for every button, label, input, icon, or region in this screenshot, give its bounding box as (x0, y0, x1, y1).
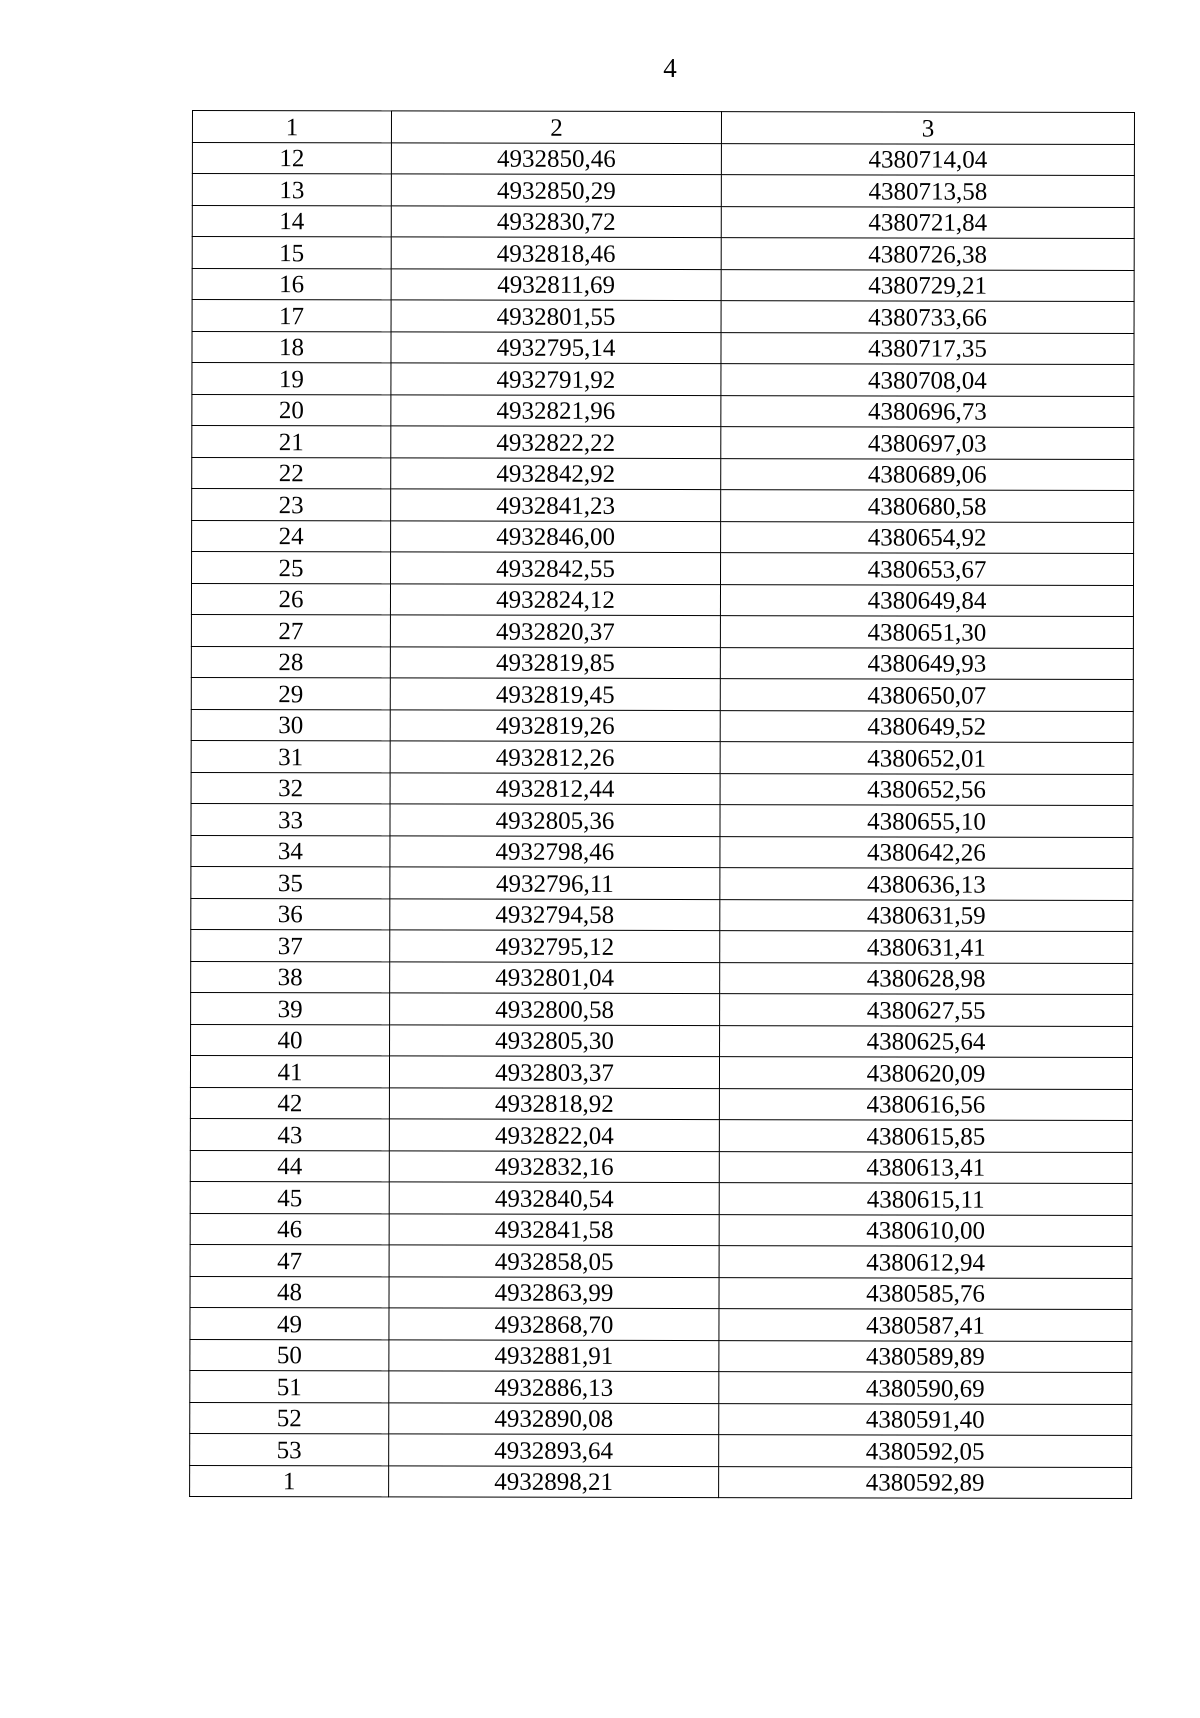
page-number: 4 (663, 53, 677, 83)
coordinate-x-cell: 4932796,11 (390, 867, 720, 899)
table-row (190, 1244, 1132, 1277)
coordinate-x-cell: 4932795,12 (390, 930, 720, 962)
point-number-cell: 41 (190, 1055, 389, 1087)
point-number-cell: 50 (190, 1339, 389, 1371)
coordinate-y-cell: 4380655,10 (720, 805, 1133, 837)
point-number-cell: 44 (190, 1150, 389, 1182)
coordinate-y-cell: 4380729,21 (721, 269, 1134, 301)
coordinate-y-cell: 4380631,41 (720, 931, 1133, 963)
coordinate-x-cell: 4932830,72 (391, 205, 721, 237)
coordinate-y-cell: 4380680,58 (721, 490, 1134, 522)
coordinate-y-cell: 4380708,04 (721, 364, 1134, 396)
header-cell-1: 1 (192, 111, 391, 143)
point-number-cell: 19 (192, 363, 391, 395)
point-number-cell: 52 (190, 1402, 389, 1434)
table-row (191, 835, 1133, 868)
table-row (191, 992, 1133, 1025)
coordinate-y-cell: 4380625,64 (720, 1025, 1133, 1057)
table-row (191, 961, 1133, 994)
point-number-cell: 22 (192, 457, 391, 489)
coordinate-y-cell: 4380592,89 (719, 1466, 1132, 1498)
table-row (190, 1370, 1132, 1403)
coordinate-y-cell: 4380733,66 (721, 301, 1134, 333)
table-row (192, 142, 1134, 175)
point-number-cell: 35 (191, 866, 390, 898)
point-number-cell: 40 (191, 1024, 390, 1056)
table-row (191, 929, 1133, 962)
coordinate-x-cell: 4932863,99 (389, 1276, 719, 1308)
table-body (190, 142, 1135, 1498)
point-number-cell: 12 (192, 142, 391, 174)
coordinate-y-cell: 4380620,09 (719, 1057, 1132, 1089)
table-row (190, 1465, 1132, 1498)
coordinate-x-cell: 4932794,58 (390, 898, 720, 930)
coordinate-y-cell: 4380628,98 (720, 962, 1133, 994)
coordinate-x-cell: 4932819,85 (390, 646, 720, 678)
point-number-cell: 23 (192, 489, 391, 521)
coordinate-x-cell: 4932832,16 (389, 1150, 719, 1182)
point-number-cell: 38 (191, 961, 390, 993)
point-number-cell: 43 (190, 1118, 389, 1150)
table-header-row (192, 111, 1134, 144)
coordinate-x-cell: 4932801,55 (391, 300, 721, 332)
table-row (192, 489, 1134, 522)
coordinate-x-cell: 4932803,37 (389, 1056, 719, 1088)
coordinate-x-cell: 4932818,92 (389, 1087, 719, 1119)
coordinate-x-cell: 4932822,22 (391, 426, 721, 458)
coordinate-y-cell: 4380616,56 (719, 1088, 1132, 1120)
coordinate-x-cell: 4932850,46 (391, 142, 721, 174)
table-row (190, 1402, 1132, 1435)
point-number-cell: 18 (192, 331, 391, 363)
table-row (192, 300, 1134, 333)
point-number-cell: 1 (190, 1465, 389, 1497)
coordinate-y-cell: 4380652,01 (720, 742, 1133, 774)
coordinate-x-cell: 4932820,37 (390, 615, 720, 647)
point-number-cell: 32 (191, 772, 390, 804)
coordinate-y-cell: 4380654,92 (721, 521, 1134, 553)
point-number-cell: 47 (190, 1244, 389, 1276)
table-row (190, 1181, 1132, 1214)
coordinate-x-cell: 4932842,55 (391, 552, 721, 584)
point-number-cell: 30 (191, 709, 390, 741)
point-number-cell: 27 (191, 614, 390, 646)
coordinate-x-cell: 4932822,04 (389, 1119, 719, 1151)
coordinate-x-cell: 4932811,69 (391, 268, 721, 300)
coordinate-x-cell: 4932800,58 (390, 993, 720, 1025)
point-number-cell: 26 (191, 583, 390, 615)
header-cell-2: 2 (391, 111, 721, 143)
table-row (191, 677, 1133, 710)
point-number-cell: 29 (191, 677, 390, 709)
coordinate-y-cell: 4380726,38 (721, 238, 1134, 270)
coordinate-x-cell: 4932824,12 (390, 583, 720, 615)
table-row (191, 740, 1133, 773)
table-row (192, 457, 1134, 490)
coordinate-x-cell: 4932795,14 (391, 331, 721, 363)
coordinate-y-cell: 4380650,07 (720, 679, 1133, 711)
table-row (191, 583, 1133, 616)
coordinate-y-cell: 4380615,11 (719, 1183, 1132, 1215)
coordinate-y-cell: 4380653,67 (721, 553, 1134, 585)
point-number-cell: 49 (190, 1307, 389, 1339)
coordinate-y-cell: 4380587,41 (719, 1309, 1132, 1341)
point-number-cell: 13 (192, 174, 391, 206)
table-row (191, 898, 1133, 931)
table-row (191, 866, 1133, 899)
table-row (190, 1339, 1132, 1372)
coordinate-y-cell: 4380613,41 (719, 1151, 1132, 1183)
point-number-cell: 21 (192, 426, 391, 458)
coordinate-x-cell: 4932821,96 (391, 394, 721, 426)
point-number-cell: 48 (190, 1276, 389, 1308)
coordinate-y-cell: 4380651,30 (720, 616, 1133, 648)
coordinate-y-cell: 4380642,26 (720, 836, 1133, 868)
coordinate-y-cell: 4380689,06 (721, 458, 1134, 490)
table-row (190, 1213, 1132, 1246)
point-number-cell: 42 (190, 1087, 389, 1119)
coordinate-y-cell: 4380592,05 (719, 1435, 1132, 1467)
coordinate-x-cell: 4932819,26 (390, 709, 720, 741)
coordinate-y-cell: 4380697,03 (721, 427, 1134, 459)
point-number-cell: 51 (190, 1370, 389, 1402)
coordinate-x-cell: 4932841,58 (389, 1213, 719, 1245)
coordinate-x-cell: 4932801,04 (390, 961, 720, 993)
coordinate-x-cell: 4932840,54 (389, 1182, 719, 1214)
table-row (190, 1433, 1132, 1466)
coordinate-x-cell: 4932842,92 (391, 457, 721, 489)
point-number-cell: 17 (192, 300, 391, 332)
coordinate-x-cell: 4932841,23 (391, 489, 721, 521)
coordinate-x-cell: 4932898,21 (389, 1465, 719, 1497)
coordinate-y-cell: 4380615,85 (719, 1120, 1132, 1152)
table-row (190, 1118, 1132, 1151)
coordinate-y-cell: 4380721,84 (721, 206, 1134, 238)
coordinate-y-cell: 4380585,76 (719, 1277, 1132, 1309)
table-row (190, 1150, 1132, 1183)
coordinate-x-cell: 4932858,05 (389, 1245, 719, 1277)
coordinate-x-cell: 4932805,36 (390, 804, 720, 836)
table-row (192, 174, 1134, 207)
point-number-cell: 20 (192, 394, 391, 426)
coordinate-x-cell: 4932805,30 (390, 1024, 720, 1056)
coordinate-y-cell: 4380649,84 (720, 584, 1133, 616)
coordinate-y-cell: 4380696,73 (721, 395, 1134, 427)
table-row (191, 1024, 1133, 1057)
table-row (191, 803, 1133, 836)
table-row (192, 552, 1134, 585)
point-number-cell: 31 (191, 740, 390, 772)
table-row (192, 363, 1134, 396)
coordinate-x-cell: 4932798,46 (390, 835, 720, 867)
coordinate-x-cell: 4932791,92 (391, 363, 721, 395)
table-row (192, 268, 1134, 301)
table-row (192, 394, 1134, 427)
table-row (191, 772, 1133, 805)
coordinate-y-cell: 4380713,58 (721, 175, 1134, 207)
coordinate-x-cell: 4932850,29 (391, 174, 721, 206)
table-row (192, 237, 1134, 270)
point-number-cell: 53 (190, 1433, 389, 1465)
coordinate-y-cell: 4380649,93 (720, 647, 1133, 679)
point-number-cell: 14 (192, 205, 391, 237)
coordinate-x-cell: 4932812,26 (390, 741, 720, 773)
table-row (192, 426, 1134, 459)
table-row (190, 1087, 1132, 1120)
point-number-cell: 46 (190, 1213, 389, 1245)
point-number-cell: 24 (192, 520, 391, 552)
point-number-cell: 39 (191, 992, 390, 1024)
table-row (190, 1276, 1132, 1309)
table-row (192, 331, 1134, 364)
table-row (191, 646, 1133, 679)
coordinates-table (189, 110, 1135, 1499)
point-number-cell: 36 (191, 898, 390, 930)
coordinate-y-cell: 4380636,13 (720, 868, 1133, 900)
coordinate-y-cell: 4380649,52 (720, 710, 1133, 742)
coordinate-y-cell: 4380652,56 (720, 773, 1133, 805)
table-row (190, 1055, 1132, 1088)
coordinate-x-cell: 4932886,13 (389, 1371, 719, 1403)
coordinate-y-cell: 4380717,35 (721, 332, 1134, 364)
table-row (190, 1307, 1132, 1340)
coordinate-y-cell: 4380610,00 (719, 1214, 1132, 1246)
point-number-cell: 28 (191, 646, 390, 678)
point-number-cell: 16 (192, 268, 391, 300)
coordinate-x-cell: 4932846,00 (391, 520, 721, 552)
coordinate-y-cell: 4380631,59 (720, 899, 1133, 931)
point-number-cell: 33 (191, 803, 390, 835)
coordinate-y-cell: 4380612,94 (719, 1246, 1132, 1278)
coordinate-x-cell: 4932868,70 (389, 1308, 719, 1340)
coordinate-x-cell: 4932890,08 (389, 1402, 719, 1434)
header-cell-3: 3 (721, 112, 1134, 144)
coordinate-x-cell: 4932881,91 (389, 1339, 719, 1371)
coordinate-x-cell: 4932893,64 (389, 1434, 719, 1466)
coordinate-y-cell: 4380591,40 (719, 1403, 1132, 1435)
point-number-cell: 15 (192, 237, 391, 269)
point-number-cell: 25 (192, 552, 391, 584)
point-number-cell: 37 (191, 929, 390, 961)
coordinate-y-cell: 4380589,89 (719, 1340, 1132, 1372)
table-row (192, 205, 1134, 238)
table-row (192, 520, 1134, 553)
coordinate-y-cell: 4380714,04 (721, 143, 1134, 175)
coordinate-y-cell: 4380627,55 (720, 994, 1133, 1026)
coordinate-x-cell: 4932819,45 (390, 678, 720, 710)
coordinate-x-cell: 4932818,46 (391, 237, 721, 269)
table-row (191, 709, 1133, 742)
coordinate-x-cell: 4932812,44 (390, 772, 720, 804)
point-number-cell: 45 (190, 1181, 389, 1213)
coordinate-y-cell: 4380590,69 (719, 1372, 1132, 1404)
table-row (191, 614, 1133, 647)
point-number-cell: 34 (191, 835, 390, 867)
